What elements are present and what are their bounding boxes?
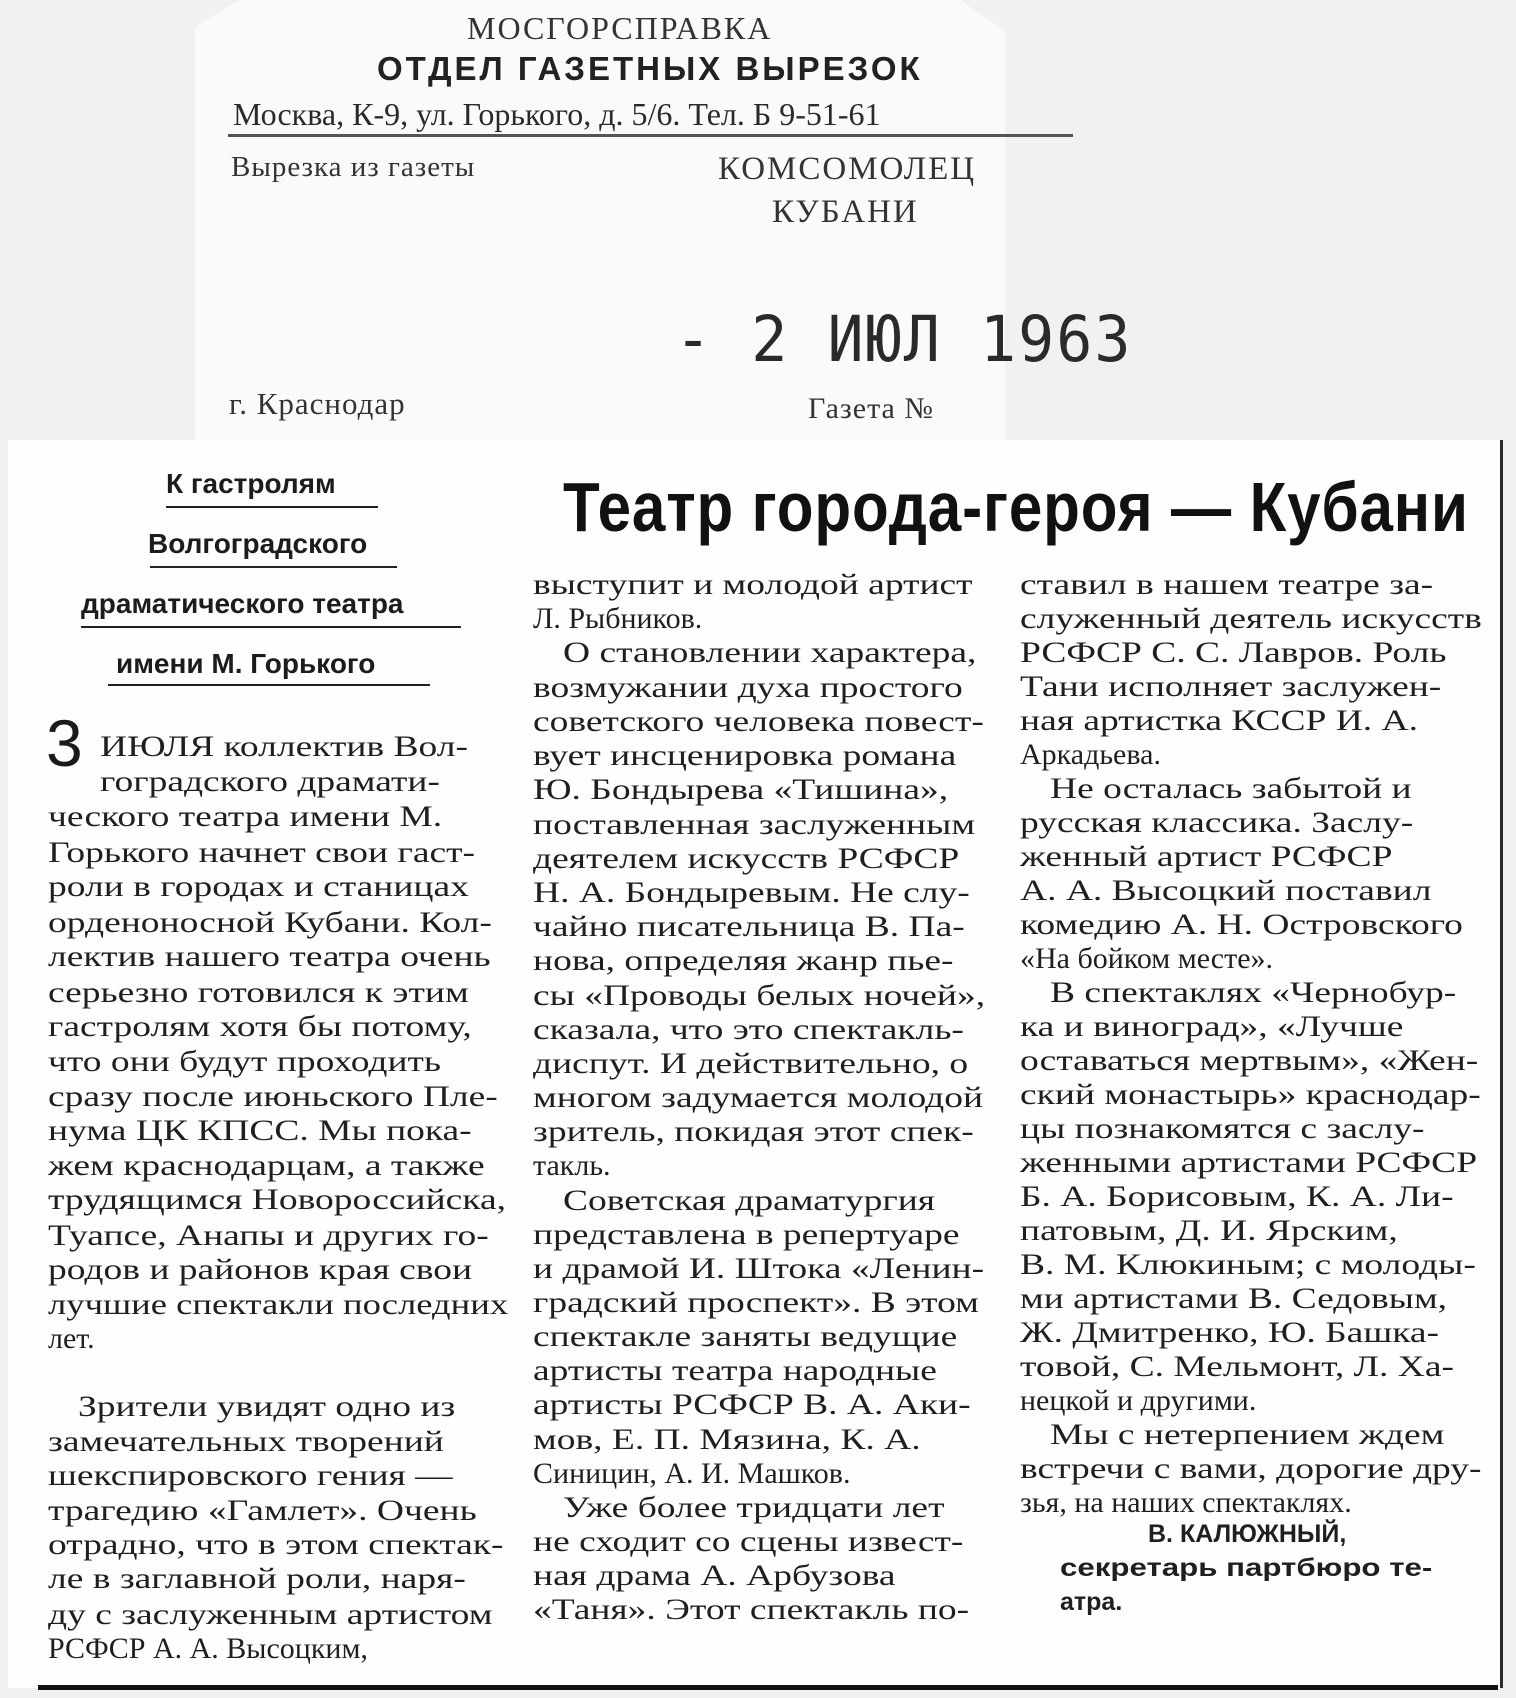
- text-line: ле в заглавной роли, наря-: [48, 1562, 466, 1595]
- text-line: оставаться мертвым», «Жен-: [1020, 1044, 1479, 1077]
- kicker-line-3: драматического театра: [81, 588, 404, 619]
- text-line: такль.: [533, 1149, 611, 1182]
- text-line: не сходит со сцены извест-: [533, 1525, 964, 1558]
- text-line: советского человека повест-: [533, 705, 984, 738]
- text-line: О становлении характера,: [563, 636, 977, 669]
- text-line: сказала, что это спектакль-: [533, 1013, 964, 1046]
- text-line: лучшие спектакли последних: [48, 1288, 509, 1321]
- text-line: артисты театра народные: [533, 1354, 937, 1387]
- text-line: сы «Проводы белых ночей»,: [533, 979, 986, 1012]
- text-line: комедию А. Н. Островского: [1020, 908, 1463, 941]
- text-line: Аркадьева.: [1020, 738, 1161, 771]
- text-line: отрадно, что в этом спектак-: [48, 1528, 504, 1561]
- text-line: гастролям хотя бы потому,: [48, 1010, 472, 1043]
- text-line: Синицин, А. И. Машков.: [533, 1457, 851, 1490]
- kicker-underline: [108, 684, 430, 686]
- text-line: градский проспект». В этом: [533, 1286, 979, 1319]
- text-line: Советская драматургия: [563, 1184, 936, 1217]
- text-line: ми артистами В. Седовым,: [1020, 1282, 1448, 1315]
- text-line: зья, на наших спектаклях.: [1020, 1486, 1352, 1519]
- text-line: роли в городах и станицах: [48, 870, 469, 903]
- text-line: Н. А. Бондыревым. Не слу-: [533, 876, 970, 909]
- text-line: выступит и молодой артист: [533, 568, 973, 601]
- kicker-line-2: Волгоградского: [148, 528, 368, 559]
- text-line: служенный деятель искусств: [1020, 602, 1482, 635]
- text-line: шекспировского гения —: [48, 1459, 453, 1492]
- text-line: нума ЦК КПСС. Мы пока-: [48, 1114, 472, 1147]
- text-line: что они будут проходить: [48, 1045, 442, 1078]
- text-line: поставленная заслуженным: [533, 808, 976, 841]
- text-line: возмужании духа простого: [533, 671, 963, 704]
- text-line: атра.: [1060, 1588, 1123, 1616]
- text-line: трудящимся Новороссийска,: [48, 1183, 506, 1216]
- kicker-underline: [150, 566, 397, 568]
- text-line: нова, определяя жанр пье-: [533, 944, 954, 977]
- text-line: ная артистка КССР И. А.: [1020, 704, 1419, 737]
- text-line: серьезно готовился к этим: [48, 976, 469, 1009]
- text-line: Не осталась забытой и: [1050, 772, 1412, 805]
- text-line: и драмой И. Штока «Ленин-: [533, 1252, 985, 1285]
- text-line: многом задумается молодой: [533, 1081, 984, 1114]
- bureau-name: МОСГОРСПРАВКА: [467, 10, 773, 46]
- text-line: ческого театра имени М.: [48, 800, 443, 833]
- text-line: сразу после июньского Пле-: [48, 1080, 498, 1113]
- text-line: В. М. Клюкиным; с молоды-: [1020, 1248, 1476, 1281]
- text-line: ду с заслуженным артистом: [48, 1598, 493, 1631]
- text-line: Тани исполняет заслужен-: [1020, 670, 1442, 703]
- text-line: жем краснодарцам, а также: [48, 1149, 485, 1182]
- text-line: вует инсценировка романа: [533, 739, 957, 772]
- city-label: г. Краснодар: [229, 386, 406, 421]
- text-line: спектакле заняты ведущие: [533, 1320, 958, 1353]
- text-line: ная драма А. Арбузова: [533, 1559, 896, 1592]
- kicker-line-1: К гастролям: [166, 468, 336, 499]
- text-line: товой, С. Мельмонт, Л. Ха-: [1020, 1350, 1455, 1383]
- date-stamp: - 2 ИЮЛ 1963: [675, 303, 1133, 377]
- newspaper-name-line1: КОМСОМОЛЕЦ: [718, 151, 977, 187]
- text-line: Уже более тридцати лет: [563, 1491, 945, 1524]
- text-line: «Таня». Этот спектакль по-: [533, 1593, 970, 1626]
- text-line: артисты РСФСР В. А. Аки-: [533, 1388, 971, 1421]
- text-line: Ж. Дмитренко, Ю. Башка-: [1020, 1316, 1439, 1349]
- text-line: нецкой и другими.: [1020, 1384, 1257, 1417]
- issue-number-label: Газета №: [808, 392, 934, 425]
- text-line: В. КАЛЮЖНЫЙ,: [1148, 1520, 1347, 1548]
- kicker-line-4: имени М. Горького: [116, 648, 376, 679]
- text-line: Горького начнет свои гаст-: [48, 836, 476, 869]
- text-line: орденоносной Кубани. Кол-: [48, 906, 492, 939]
- bureau-address: Москва, К-9, ул. Горького, д. 5/6. Тел. Б 9-51-61: [233, 96, 881, 132]
- text-line: русская классика. Заслу-: [1020, 806, 1414, 839]
- text-line: Зрители увидят одно из: [78, 1390, 456, 1423]
- kicker-underline: [81, 626, 461, 628]
- text-line: цы познакомятся с заслу-: [1020, 1112, 1425, 1145]
- label-divider: [228, 134, 1073, 137]
- bottom-rule: [38, 1685, 1498, 1690]
- text-line: А. А. Высоцкий поставил: [1020, 874, 1432, 907]
- text-line: представлена в репертуаре: [533, 1218, 960, 1251]
- cut-from-label: Вырезка из газеты: [231, 151, 476, 183]
- text-line: женными артистами РСФСР: [1020, 1146, 1478, 1179]
- text-line: диспут. И действительно, о: [533, 1047, 969, 1080]
- text-line: родов и районов края свои: [48, 1253, 473, 1286]
- text-line: В спектаклях «Чернобур-: [1050, 976, 1457, 1009]
- text-line: секретарь партбюро те-: [1060, 1554, 1433, 1582]
- department-name: ОТДЕЛ ГАЗЕТНЫХ ВЫРЕЗОК: [377, 50, 923, 87]
- text-line: ставил в нашем театре за-: [1020, 568, 1434, 601]
- text-line: ка и виноград», «Лучше: [1020, 1010, 1404, 1043]
- text-line: ский монастырь» краснодар-: [1020, 1078, 1481, 1111]
- text-line: лектив нашего театра очень: [48, 940, 491, 973]
- kicker-underline: [166, 506, 378, 508]
- text-line: РСФСР С. С. Лавров. Роль: [1020, 636, 1447, 669]
- text-line: зритель, покидая этот спек-: [533, 1115, 974, 1148]
- text-line: мов, Е. П. Мязина, К. А.: [533, 1423, 921, 1456]
- text-line: чайно писательница В. Па-: [533, 910, 965, 943]
- text-line: «На бойком месте».: [1020, 942, 1274, 975]
- text-line: РСФСР А. А. Высоцким,: [48, 1632, 368, 1665]
- text-line: деятелем искусств РСФСР: [533, 842, 960, 875]
- text-line: Б. А. Борисовым, К. А. Ли-: [1020, 1180, 1454, 1213]
- text-line: замечательных творений: [48, 1425, 444, 1458]
- newspaper-name-line2: КУБАНИ: [772, 194, 919, 230]
- text-line: лет.: [48, 1322, 95, 1355]
- newspaper-clipping: [8, 440, 1503, 1688]
- drop-cap: 3: [46, 706, 83, 780]
- text-line: Л. Рыбников.: [533, 602, 703, 635]
- text-line: трагедию «Гамлет». Очень: [48, 1494, 477, 1527]
- text-line: ИЮЛЯ коллектив Вол-: [100, 730, 468, 763]
- text-line: Мы с нетерпением ждем: [1050, 1418, 1445, 1451]
- text-line: патовым, Д. И. Ярским,: [1020, 1214, 1398, 1247]
- text-line: женный артист РСФСР: [1020, 840, 1393, 873]
- text-line: встречи с вами, дорогие дру-: [1020, 1452, 1482, 1485]
- text-line: Ю. Бондырева «Тишина»,: [533, 773, 949, 806]
- article-headline: Театр города-героя — Кубани: [563, 468, 1469, 546]
- text-line: Туапсе, Анапы и других го-: [48, 1219, 489, 1252]
- text-line: гоградского драмати-: [100, 765, 440, 798]
